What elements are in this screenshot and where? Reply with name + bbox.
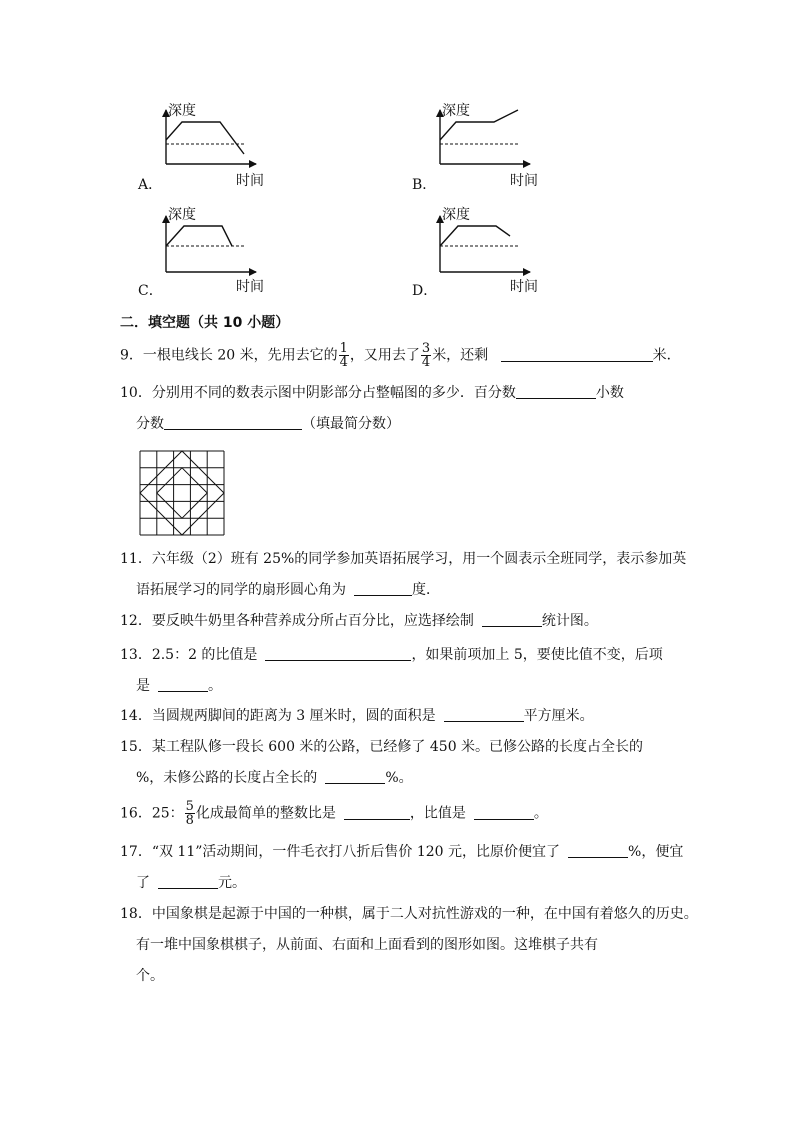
- q18-line3: 个。: [136, 968, 164, 984]
- frac-denominator: 8: [185, 813, 194, 828]
- fraction-5-8: [185, 800, 195, 827]
- q13-text-b: ，如果前项加上 5，要使比值不变，后项: [411, 647, 663, 663]
- answer-blank-q13-ratio[interactable]: [265, 646, 411, 661]
- q17-text-b: %，便宜: [628, 844, 684, 860]
- question-18: [120, 904, 698, 924]
- outer-diamond: [140, 451, 224, 535]
- q9-text-c: 米，还剩: [432, 347, 489, 364]
- depth-line: [440, 226, 510, 246]
- q15-text-a: %，未修公路的长度占全长的: [136, 770, 318, 786]
- shaded-grid-figure: [139, 450, 227, 536]
- question-14: [120, 706, 594, 726]
- fraction-1-4: [339, 342, 349, 369]
- depth-line: [166, 122, 244, 154]
- q13-text-c: 是: [136, 678, 150, 694]
- frac-denominator: 4: [421, 355, 431, 370]
- q16-text-a: 16．25：: [120, 805, 184, 822]
- graph-b: [434, 98, 554, 189]
- q9-text-a: 9．一根电线长 20 米，先用去它的: [120, 347, 338, 364]
- question-9: [120, 342, 681, 369]
- answer-blank-q16-ratio[interactable]: [344, 805, 410, 820]
- answer-blank-q15[interactable]: [325, 769, 385, 784]
- y-axis-label: 深度: [168, 103, 196, 119]
- y-axis-label: 深度: [168, 207, 196, 223]
- answer-blank-q9[interactable]: [501, 347, 653, 362]
- question-18-line2: [136, 935, 598, 955]
- x-axis-label: 时间: [236, 173, 264, 189]
- question-12: [120, 611, 598, 631]
- depth-line: [166, 226, 232, 246]
- q16-text-c: ，比值是: [409, 805, 466, 822]
- q14-text-b: 平方厘米。: [523, 708, 594, 724]
- fraction-3-4: [421, 342, 431, 369]
- question-17: [120, 842, 683, 862]
- graph-c: [160, 202, 280, 295]
- q11-text-a: 语拓展学习的同学的扇形圆心角为: [136, 582, 346, 598]
- question-13: [120, 645, 663, 665]
- x-axis-label: 时间: [510, 173, 538, 189]
- q12-text-a: 12．要反映牛奶里各种营养成分所占百分比，应选择绘制: [120, 613, 474, 629]
- question-15-line2: [136, 768, 413, 788]
- q10-text-b: 小数: [595, 385, 624, 401]
- question-13-line2: [136, 676, 222, 696]
- section-title: 二．填空题（共 10 小题）: [120, 315, 290, 331]
- question-16: [120, 800, 548, 827]
- q16-text-d: 。: [533, 805, 548, 822]
- question-10: [120, 383, 624, 403]
- q15-line1: 15．某工程队修一段长 600 米的公路，已经修了 450 米。已修公路的长度占全长的: [120, 739, 644, 755]
- q10-text-c: 分数: [136, 416, 164, 432]
- question-17-line2: [136, 873, 246, 893]
- question-11: [120, 549, 686, 569]
- frac-numerator: 3: [421, 341, 431, 356]
- q11-line1: 11．六年级（2）班有 25%的同学参加英语拓展学习，用一个圆表示全班同学，表示参加英: [120, 551, 687, 567]
- answer-blank-q17-percent[interactable]: [568, 843, 628, 858]
- y-axis-label: 深度: [442, 207, 470, 223]
- answer-blank-q10-percent[interactable]: [516, 384, 596, 399]
- x-axis-label: 时间: [510, 279, 538, 295]
- q15-text-b: %。: [385, 770, 413, 786]
- q10-text-a: 10．分别用不同的数表示图中阴影部分占整幅图的多少．百分数: [120, 385, 516, 401]
- q10-text-d: （填最简分数）: [302, 416, 400, 432]
- option-b-label: B．: [412, 177, 437, 193]
- answer-blank-q11[interactable]: [354, 581, 412, 596]
- q16-text-b: 化成最简单的整数比是: [195, 805, 336, 822]
- question-11-line2: [136, 580, 440, 600]
- answer-blank-q16-value[interactable]: [474, 805, 534, 820]
- option-c-label: C．: [138, 283, 163, 299]
- answer-blank-q10-fraction[interactable]: [164, 415, 302, 430]
- q18-line1: 18．中国象棋是起源于中国的一种棋，属于二人对抗性游戏的一种，在中国有着悠久的历史。: [120, 906, 698, 922]
- answer-blank-q13-consequent[interactable]: [158, 677, 208, 692]
- answer-blank-q12[interactable]: [482, 612, 542, 627]
- q13-text-d: 。: [208, 678, 222, 694]
- y-axis-label: 深度: [442, 103, 470, 119]
- question-18-line3: [136, 966, 164, 986]
- q13-text-a: 13．2.5：2 的比值是: [120, 647, 258, 663]
- question-10-line2: [136, 414, 400, 434]
- q11-text-b: 度．: [412, 582, 440, 598]
- answer-blank-q17-yuan[interactable]: [158, 874, 218, 889]
- q17-text-a: 17．“双 11”活动期间，一件毛衣打八折后售价 120 元，比原价便宜了: [120, 844, 561, 860]
- answer-blank-q14[interactable]: [444, 707, 524, 722]
- x-axis-label: 时间: [236, 279, 264, 295]
- q14-text-a: 14．当圆规两脚间的距离为 3 厘米时，圆的面积是: [120, 708, 436, 724]
- frac-denominator: 4: [339, 355, 348, 370]
- frac-numerator: 1: [339, 341, 348, 356]
- option-a-label: A．: [138, 177, 163, 193]
- q9-text-d: 米．: [652, 347, 681, 364]
- q18-line2: 有一堆中国象棋棋子，从前面、右面和上面看到的图形如图。这堆棋子共有: [136, 937, 598, 953]
- graph-d: [434, 202, 554, 295]
- q17-text-d: 元。: [218, 875, 246, 891]
- question-15: [120, 737, 643, 757]
- frac-numerator: 5: [185, 799, 194, 814]
- option-d-label: D．: [412, 283, 438, 299]
- graph-a: [160, 98, 280, 189]
- q9-text-b: ，又用去了: [349, 347, 420, 364]
- q17-text-c: 了: [136, 875, 150, 891]
- inner-diamond: [157, 468, 207, 518]
- q12-text-b: 统计图。: [541, 613, 598, 629]
